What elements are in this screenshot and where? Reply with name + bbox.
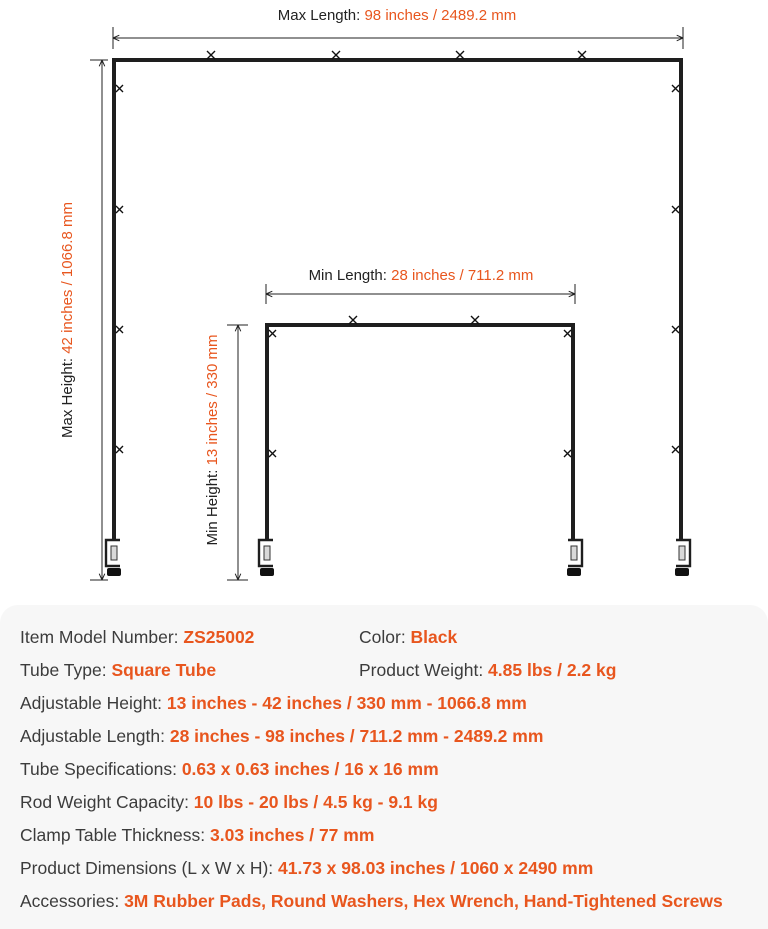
min-height-label: Min Height: 13 inches / 330 mm <box>204 334 221 546</box>
spec-dimensions: Product Dimensions (L x W x H): 41.73 x 98.03 inches / 1060 x 2490 mm <box>20 858 594 878</box>
spec-adjustable-length: Adjustable Length: 28 inches - 98 inches / 711.2 mm - 2489.2 mm <box>20 726 544 746</box>
spec-weight: Product Weight: 4.85 lbs / 2.2 kg <box>359 660 617 680</box>
min-length-label: Min Length: 28 inches / 711.2 mm <box>308 267 534 284</box>
large-frame-clamp-left <box>106 540 121 576</box>
spec-model: Item Model Number: ZS25002 <box>20 627 255 647</box>
large-frame <box>114 60 681 560</box>
spec-rod-capacity: Rod Weight Capacity: 10 lbs - 20 lbs / 4.5 kg - 9.1 kg <box>20 792 438 812</box>
large-frame-top-clips <box>207 51 586 59</box>
spec-adjustable-height: Adjustable Height: 13 inches - 42 inches / 330 mm - 1066.8 mm <box>20 693 527 713</box>
specifications-panel <box>0 605 768 929</box>
spec-clamp-thickness: Clamp Table Thickness: 3.03 inches / 77 mm <box>20 825 375 845</box>
spec-color: Color: Black <box>359 627 458 647</box>
small-frame <box>267 325 573 560</box>
spec-tube-specifications: Tube Specifications: 0.63 x 0.63 inches / 16 x 16 mm <box>20 759 439 779</box>
spec-accessories: Accessories: 3M Rubber Pads, Round Washers, Hex Wrench, Hand-Tightened Screws <box>20 891 723 911</box>
small-frame-clamp-left <box>259 540 274 576</box>
max-length-label: Max Length: 98 inches / 2489.2 mm <box>277 7 517 24</box>
small-frame-clips <box>269 316 571 457</box>
small-frame-clamp-right <box>567 540 582 576</box>
max-height-label: Max Height: 42 inches / 1066.8 mm <box>59 202 76 438</box>
spec-tube-type: Tube Type: Square Tube <box>20 660 217 680</box>
large-frame-clamp-right <box>675 540 690 576</box>
